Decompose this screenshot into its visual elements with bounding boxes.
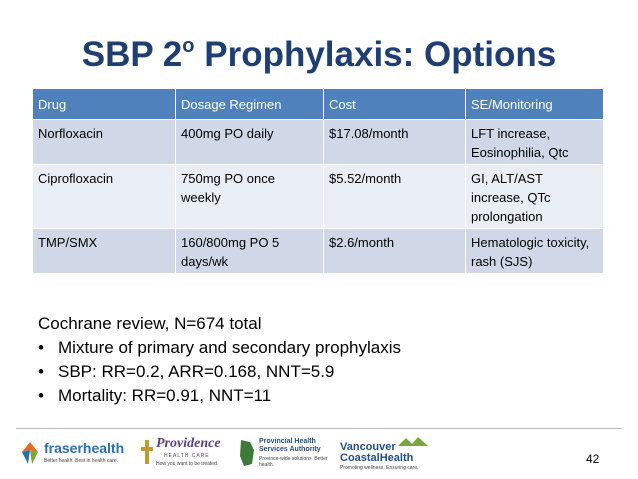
table-row [33, 165, 604, 229]
fraserhealth-mark-icon [18, 438, 42, 468]
cell-drug: TMP/SMX [33, 229, 176, 274]
bc-map-icon [238, 438, 256, 468]
cell-se-monitoring: GI, ALT/AST increase, QTc prolongation [466, 165, 604, 229]
notes-heading: Cochrane review, N=674 total [38, 314, 262, 333]
list-item: • Mixture of primary and secondary prophylaxis [38, 336, 401, 360]
title-superscript: o [182, 35, 195, 57]
list-item: • SBP: RR=0.2, ARR=0.168, NNT=5.9 [38, 360, 401, 384]
fraserhealth-logo [18, 436, 136, 472]
review-notes [38, 312, 401, 408]
vch-name: Vancouver CoastalHealth [340, 441, 414, 464]
providence-subname: HEALTH CARE [164, 453, 210, 459]
phsa-name: Provincial Health Services Authority [259, 438, 321, 453]
table-header-row [33, 89, 604, 120]
providence-tagline: How you want to be treated. [156, 461, 219, 467]
providence-name: Providence [156, 436, 221, 451]
cell-cost: $17.08/month [324, 120, 466, 165]
cell-drug: Ciprofloxacin [33, 165, 176, 229]
cell-dosage: 400mg PO daily [176, 120, 324, 165]
cell-se-monitoring: Hematologic toxicity, rash (SJS) [466, 229, 604, 274]
providence-logo [140, 434, 232, 472]
vancouver-coastal-health-logo [340, 436, 436, 472]
notes-bullet-list [38, 336, 401, 408]
cell-cost: $2.6/month [324, 229, 466, 274]
table-row [33, 120, 604, 165]
slide-title [0, 24, 638, 77]
title-suffix: Prophylaxis: Options [194, 35, 557, 74]
cell-se-monitoring: LFT increase, Eosinophilia, Qtc [466, 120, 604, 165]
header-se-monitoring: SE/Monitoring [466, 89, 604, 120]
header-dosage: Dosage Regimen [176, 89, 324, 120]
header-cost: Cost [324, 89, 466, 120]
options-table [32, 88, 604, 274]
header-drug: Drug [33, 89, 176, 120]
vch-tagline: Promoting wellness. Ensuring care. [340, 465, 419, 471]
footer-divider [16, 428, 622, 429]
list-item: • Mortality: RR=0.91, NNT=11 [38, 384, 401, 408]
providence-cross-icon [140, 438, 154, 466]
title-prefix: SBP 2 [81, 35, 183, 74]
cell-drug: Norfloxacin [33, 120, 176, 165]
fraserhealth-tagline: Better health. Best in health care. [44, 458, 118, 464]
cell-dosage: 750mg PO once weekly [176, 165, 324, 229]
cell-dosage: 160/800mg PO 5 days/wk [176, 229, 324, 274]
fraserhealth-name: fraserhealth [44, 440, 125, 456]
phsa-logo [238, 436, 334, 472]
page-number: 42 [586, 452, 600, 466]
cell-cost: $5.52/month [324, 165, 466, 229]
table-row [33, 229, 604, 274]
phsa-tagline: Province-wide solutions. Better health. [259, 456, 328, 468]
